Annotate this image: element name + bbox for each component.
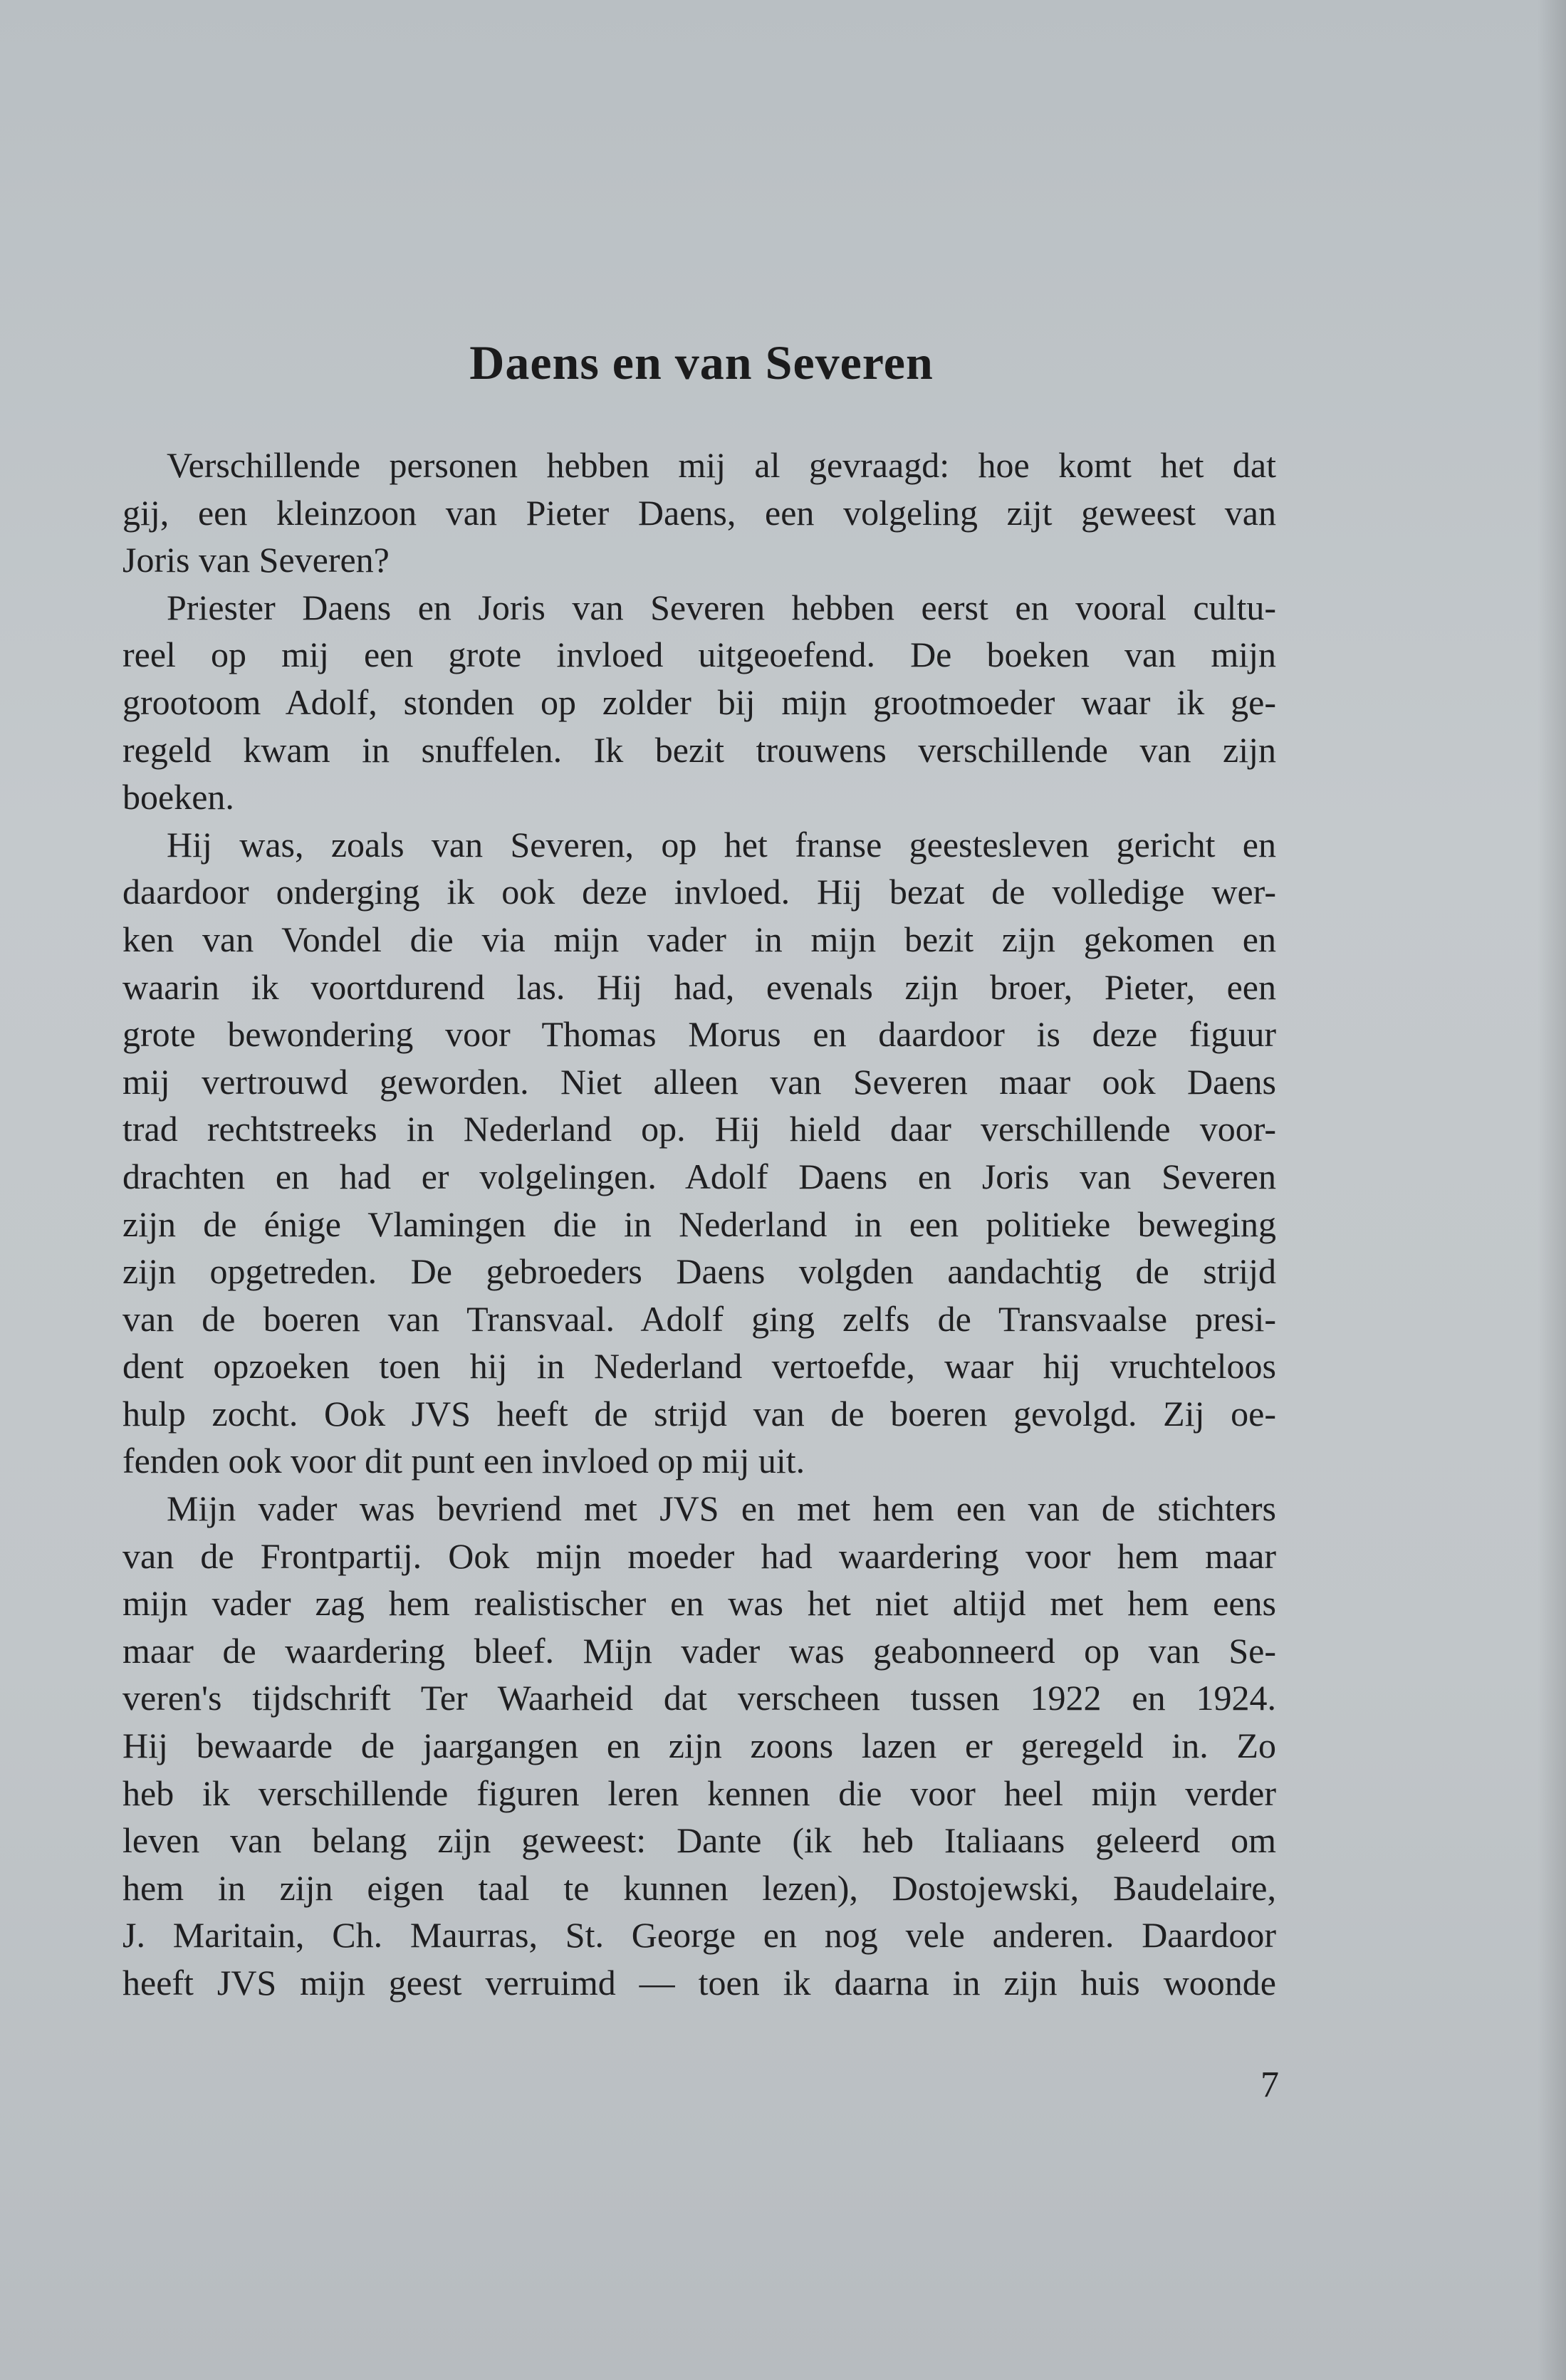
text-line: boeken. — [122, 777, 234, 818]
text-line: van de boeren van Transvaal. Adolf ging zelfs de Transvaalse presi- — [122, 1298, 1276, 1339]
text-line: heb ik verschillende figuren leren kennen die voor heel mijn verder — [122, 1773, 1276, 1813]
text-line: Joris van Severen? — [122, 540, 390, 580]
page-number: 7 — [1260, 2065, 1279, 2105]
paragraph — [122, 584, 1276, 821]
text-line: grote bewondering voor Thomas Morus en daardoor is deze figuur — [122, 1014, 1276, 1055]
text-line: Hij bewaarde de jaargangen en zijn zoons lazen er geregeld in. Zo — [122, 1726, 1276, 1766]
text-line: ken van Vondel die via mijn vader in mijn bezit zijn gekomen en — [122, 919, 1276, 959]
text-line: waarin ik voortdurend las. Hij had, evenals zijn broer, Pieter, een — [122, 966, 1276, 1007]
text-line: Priester Daens en Joris van Severen hebben eerst en vooral cultu- — [167, 587, 1276, 627]
text-line: heeft JVS mijn geest verruimd — toen ik daarna in zijn huis woonde — [122, 1963, 1276, 2003]
text-line: gij, een kleinzoon van Pieter Daens, een volgeling zijt geweest van — [122, 492, 1276, 533]
text-line: drachten en had er volgelingen. Adolf Daens en Joris van Severen — [122, 1156, 1276, 1196]
text-line: hem in zijn eigen taal te kunnen lezen), Dostojewski, Baudelaire, — [122, 1867, 1276, 1908]
text-line: trad rechtstreeks in Nederland op. Hij hield daar verschillende voor- — [122, 1109, 1276, 1149]
paragraph — [122, 442, 1276, 584]
paragraph — [122, 1485, 1276, 2007]
text-line: maar de waardering bleef. Mijn vader was geabonneerd op van Se- — [122, 1630, 1276, 1671]
text-line: zijn opgetreden. De gebroeders Daens volgden aandachtig de strijd — [122, 1251, 1276, 1292]
text-line: daardoor onderging ik ook deze invloed. Hij bezat de volledige wer- — [122, 872, 1276, 912]
text-line: dent opzoeken toen hij in Nederland vertoefde, waar hij vruchteloos — [122, 1346, 1276, 1387]
text-line: leven van belang zijn geweest: Dante (ik heb Italiaans geleerd om — [122, 1820, 1276, 1861]
text-line: fenden ook voor dit punt een invloed op mij uit. — [122, 1441, 805, 1481]
text-line: veren's tijdschrift Ter Waarheid dat verscheen tussen 1922 en 1924. — [122, 1678, 1276, 1718]
text-line: van de Frontpartij. Ook mijn moeder had waardering voor hem maar — [122, 1535, 1276, 1576]
text-line: regeld kwam in snuffelen. Ik bezit trouwens verschillende van zijn — [122, 729, 1276, 770]
text-line: mijn vader zag hem realistischer en was het niet altijd met hem eens — [122, 1583, 1276, 1624]
paragraph — [122, 821, 1276, 1485]
body-text — [122, 442, 1276, 2007]
text-line: zijn de énige Vlamingen die in Nederland in een politieke beweging — [122, 1204, 1276, 1244]
text-line: Hij was, zoals van Severen, op het franse geestesleven gericht en — [167, 824, 1276, 865]
text-line: grootoom Adolf, stonden op zolder bij mijn grootmoeder waar ik ge- — [122, 682, 1276, 722]
text-line: hulp zocht. Ook JVS heeft de strijd van de boeren gevolgd. Zij oe- — [122, 1393, 1276, 1434]
text-line: J. Maritain, Ch. Maurras, St. George en nog vele anderen. Daardoor — [122, 1915, 1276, 1956]
text-line: mij vertrouwd geworden. Niet alleen van Severen maar ook Daens — [122, 1061, 1276, 1102]
text-line: reel op mij een grote invloed uitgeoefend. De boeken van mijn — [122, 635, 1276, 675]
text-line: Mijn vader was bevriend met JVS en met hem een van de stichters — [167, 1488, 1276, 1529]
chapter-title: Daens en van Severen — [469, 335, 934, 390]
text-line: Verschillende personen hebben mij al gevraagd: hoe komt het dat — [167, 445, 1276, 485]
